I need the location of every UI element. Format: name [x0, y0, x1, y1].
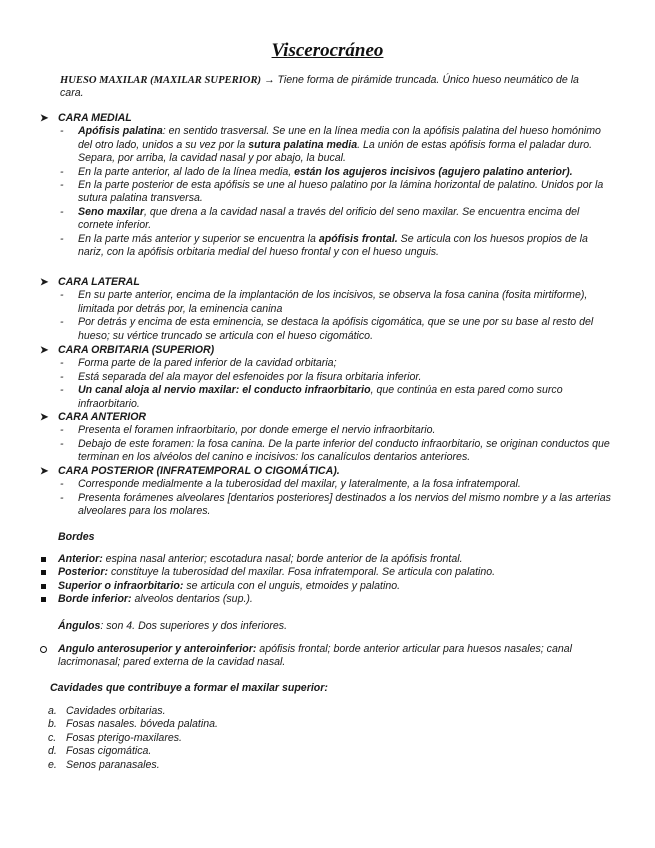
dash-bullet-icon: -	[60, 437, 64, 450]
bordes-heading: Bordes	[58, 531, 95, 543]
cavidad-text: Fosas cigomática.	[66, 745, 152, 758]
dash-bullet-icon: -	[60, 232, 64, 245]
borde-text: espina nasal anterior; escotadura nasal; borde anterior de la apófisis frontal.	[102, 553, 463, 565]
list-item	[40, 438, 615, 465]
list-item	[40, 206, 615, 233]
section-items	[40, 357, 615, 411]
angulos-text: : son 4. Dos superiores y dos inferiores.	[100, 620, 288, 632]
section-heading	[40, 344, 615, 357]
section-heading	[40, 276, 615, 289]
cavidad-text: Cavidades orbitarias.	[66, 705, 166, 717]
section-items	[40, 289, 615, 343]
section-heading-text: CARA ORBITARIA (SUPERIOR)	[58, 344, 215, 356]
borde-label: Posterior:	[58, 566, 109, 579]
square-bullet-icon	[41, 597, 46, 602]
cavidad-item	[48, 705, 588, 718]
borde-item	[40, 593, 600, 606]
cavidad-item	[48, 759, 588, 772]
item-text: , que continúa en esta pared como surco infraorbitario.	[78, 384, 563, 410]
arrow-symbol: →	[264, 74, 275, 86]
angulos-paragraph	[58, 620, 287, 633]
item-text: : en sentido trasversal. Se une en la línea media con la apófisis palatina del hueso homónimo del otro lado, unidos a su vez por la	[78, 125, 601, 151]
dash-bullet-icon: -	[60, 357, 64, 370]
dash-bullet-icon: -	[60, 179, 64, 192]
item-text: Presenta el foramen infraorbitario, por donde emerge el nervio infraorbitario.	[78, 424, 436, 437]
intro-paragraph	[60, 74, 605, 101]
borde-label: Anterior:	[58, 553, 103, 565]
intro-lead: HUESO MAXILAR (MAXILAR SUPERIOR)	[60, 75, 262, 86]
square-bullet-icon	[41, 570, 46, 575]
section-heading-text: CARA LATERAL	[58, 276, 140, 288]
borde-label: Superior o infraorbitario:	[58, 579, 184, 592]
angulo-item-label: Angulo anterosuperior y anteroinferior:	[58, 643, 257, 655]
list-item	[40, 125, 615, 165]
emphasis-text: apófisis frontal.	[318, 232, 398, 245]
borde-text: alveolos dentarios (sup.).	[131, 593, 253, 606]
item-text: Debajo de este foramen: la fosa canina. De la parte inferior del conducto infraorbitario, se originan conductos que terminan en los alvéolos del canino e incisivos: los canalículos dentarios anteriores.	[78, 437, 610, 464]
list-item	[40, 424, 615, 437]
list-item	[40, 289, 615, 316]
item-text: Por detrás y encima de esta eminencia, se destaca la apófisis cigomática, que se une por su base al resto del hueso; su vértice truncado se articula con el hueso cigomático.	[78, 316, 594, 342]
section-items	[40, 478, 615, 518]
dash-bullet-icon: -	[60, 289, 64, 302]
angulos-label: Ángulos	[58, 620, 101, 632]
arrowhead-bullet-icon: ➤	[40, 412, 49, 423]
emphasis-text: Un canal aloja al nervio maxilar: el conducto infraorbitario	[78, 384, 371, 397]
cavidad-item	[48, 732, 588, 745]
borde-label: Borde inferior:	[58, 593, 132, 606]
dash-bullet-icon: -	[60, 491, 64, 504]
item-text: En su parte anterior, encima de la implantación de los incisivos, se observa la fosa canina (fosita mirtiforme), limitada por detrás por, la eminencia canina	[78, 289, 588, 315]
section-heading-text: CARA MEDIAL	[58, 112, 132, 124]
dash-bullet-icon: -	[60, 165, 64, 178]
page-title: Viscerocráneo	[271, 40, 384, 61]
list-item	[40, 316, 615, 343]
emphasis-text: Apófisis palatina	[78, 125, 163, 138]
item-text: , que drena a la cavidad nasal a través del orificio del seno maxilar. Se encuentra encima del cornete inferior.	[78, 205, 580, 232]
arrowhead-bullet-icon: ➤	[40, 466, 49, 477]
dash-bullet-icon: -	[60, 370, 64, 383]
item-text: En la parte anterior, al lado de la línea media,	[78, 165, 295, 178]
section-heading-text: CARA ANTERIOR	[58, 411, 147, 423]
section-heading-text: CARA POSTERIOR (INFRATEMPORAL O CIGOMÁTICA).	[58, 465, 340, 477]
section-heading	[40, 112, 615, 125]
angulo-list	[40, 643, 615, 670]
cavidad-letter: d.	[48, 745, 57, 758]
square-bullet-icon	[41, 557, 46, 562]
list-item	[40, 492, 615, 519]
list-item	[40, 478, 615, 491]
angulo-item-text: apófisis frontal; borde anterior articular para huesos nasales; canal lacrimonasal; pared externa de la cavidad nasal.	[58, 643, 572, 669]
item-text: . La unión de estas apófisis forma el paladar duro. Separa, por arriba, la cavidad nasal y por abajo, la bucal.	[78, 138, 593, 165]
square-bullet-icon	[41, 584, 46, 589]
section-cara-orbitaria	[40, 344, 615, 411]
cavidad-text: Senos paranasales.	[66, 758, 160, 771]
borde-text: constituye la tuberosidad del maxilar. Fosa infratemporal. Se articula con palatino.	[108, 566, 496, 579]
cavidades-list	[48, 705, 588, 772]
section-heading	[40, 411, 615, 424]
item-text: Corresponde medialmente a la tuberosidad del maxilar, y lateralmente, a la fosa infratemporal.	[78, 478, 521, 491]
dash-bullet-icon: -	[60, 424, 64, 437]
section-cara-posterior	[40, 465, 615, 519]
cavidades-heading: Cavidades que contribuye a formar el maxilar superior:	[50, 682, 328, 694]
borde-item	[40, 553, 600, 566]
cavidad-letter: e.	[48, 758, 57, 771]
emphasis-text: están los agujeros incisivos (agujero palatino anterior).	[294, 165, 573, 178]
cavidad-letter: c.	[48, 731, 57, 744]
list-item	[40, 166, 615, 179]
list-item	[40, 384, 615, 411]
emphasis-text: Seno maxilar	[78, 205, 144, 218]
item-text: Se articula con los huesos propios de la nariz, con la apófisis orbitaria medial del hueso frontal y con el hueso unguis.	[78, 232, 588, 259]
cavidad-item	[48, 745, 588, 758]
borde-item	[40, 566, 600, 579]
section-items	[40, 424, 615, 464]
item-text: En la parte posterior de esta apófisis se une al hueso palatino por la lámina horizontal de palatino. Unidos por la sutura palatina transversa.	[78, 179, 604, 205]
arrowhead-bullet-icon: ➤	[40, 277, 49, 288]
cavidad-letter: b.	[48, 718, 57, 731]
dash-bullet-icon: -	[60, 125, 64, 138]
cavidad-text: Fosas nasales. bóveda palatina.	[66, 718, 218, 731]
arrowhead-bullet-icon: ➤	[40, 113, 49, 124]
dash-bullet-icon: -	[60, 384, 64, 397]
item-text: En la parte más anterior y superior se encuentra la	[78, 232, 319, 245]
borde-item	[40, 580, 600, 593]
section-cara-anterior	[40, 411, 615, 465]
item-text: Está separada del ala mayor del esfenoides por la fisura orbitaria inferior.	[78, 370, 422, 383]
emphasis-text: sutura palatina media	[248, 138, 358, 151]
circle-bullet-icon	[40, 646, 47, 653]
cavidad-item	[48, 718, 588, 731]
section-items	[40, 125, 615, 259]
cavidad-text: Fosas pterigo-maxilares.	[66, 731, 182, 744]
list-item	[40, 357, 615, 370]
arrowhead-bullet-icon: ➤	[40, 345, 49, 356]
list-item	[40, 371, 615, 384]
section-cara-medial	[40, 112, 615, 259]
list-item	[40, 233, 615, 260]
dash-bullet-icon: -	[60, 316, 64, 329]
intro-text: Tiene forma de pirámide truncada. Único hueso neumático de la cara.	[60, 74, 579, 100]
borde-text: se articula con el unguis, etmoides y palatino.	[183, 579, 401, 592]
dash-bullet-icon: -	[60, 205, 64, 218]
dash-bullet-icon: -	[60, 478, 64, 491]
section-heading	[40, 465, 615, 478]
section-cara-lateral	[40, 276, 615, 343]
cavidad-letter: a.	[48, 705, 57, 717]
angulo-item	[40, 643, 615, 670]
list-item	[40, 179, 615, 206]
item-text: Presenta forámenes alveolares [dentarios posteriores] destinados a los nervios del mismo nombre y a las arterias alveolares para los molares.	[78, 491, 611, 518]
bordes-list	[40, 553, 600, 607]
item-text: Forma parte de la pared inferior de la cavidad orbitaria;	[78, 357, 337, 370]
